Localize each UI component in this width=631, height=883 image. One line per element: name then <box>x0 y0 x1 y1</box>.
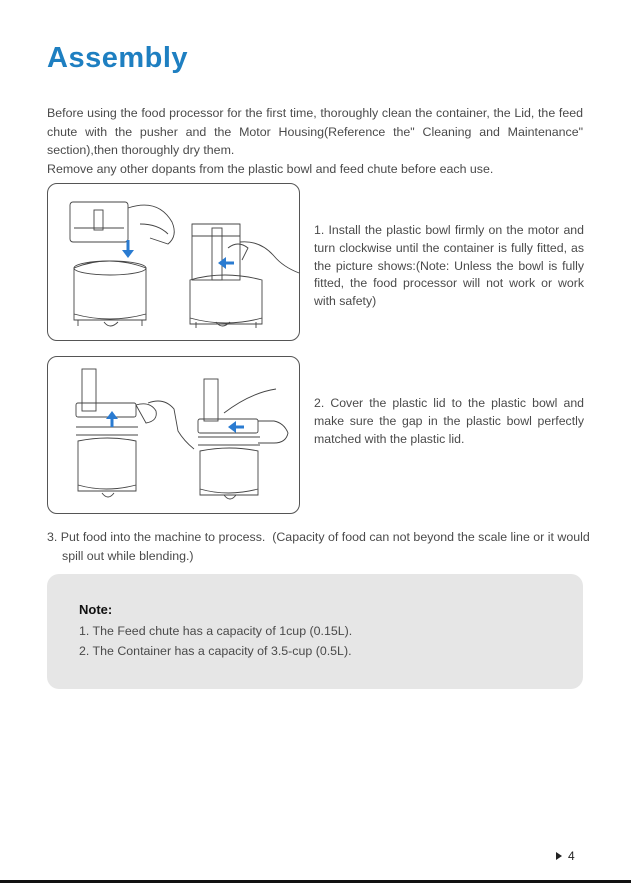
illustration-install-bowl <box>48 184 299 340</box>
illustration-cover-lid <box>48 357 299 513</box>
page-number <box>556 849 575 863</box>
note-item-1: 1. The Feed chute has a capacity of 1cup (0.15L). <box>79 624 353 638</box>
note-box <box>47 574 583 689</box>
step-2-text: 2. Cover the plastic lid to the plastic bowl and make sure the gap in the plastic bowl perfectly matched with the plastic lid. <box>314 396 584 446</box>
figure-install-bowl <box>47 183 300 341</box>
step-1-text: 1. Install the plastic bowl firmly on the motor and turn clockwise until the container is fully fitted, as the picture shows:(Note: Unless the bowl is fully fitted, the food processor will not work or work with safety) <box>314 223 584 309</box>
page-number-value: 4 <box>568 849 575 863</box>
note-title: Note: <box>79 602 113 617</box>
intro-text <box>47 104 583 178</box>
note-item-2: 2. The Container has a capacity of 3.5-cup (0.5L). <box>79 644 352 658</box>
step-3-text: 3. Put food into the machine to process. (Capacity of food can not beyond the scale line or it would spill out while blending.) <box>47 530 590 563</box>
intro-paragraph-2: Remove any other dopants from the plastic bowl and feed chute before each use. <box>47 161 494 176</box>
intro-paragraph-1: Before using the food processor for the first time, thoroughly clean the container, the Lid, the feed chute with the pusher and the Motor Housing(Reference the" Cleaning and Maintenance" section),then thoroughly dry them. <box>47 106 583 157</box>
triangle-right-icon <box>556 852 562 860</box>
figure-cover-lid <box>47 356 300 514</box>
page-title: Assembly <box>47 42 189 74</box>
